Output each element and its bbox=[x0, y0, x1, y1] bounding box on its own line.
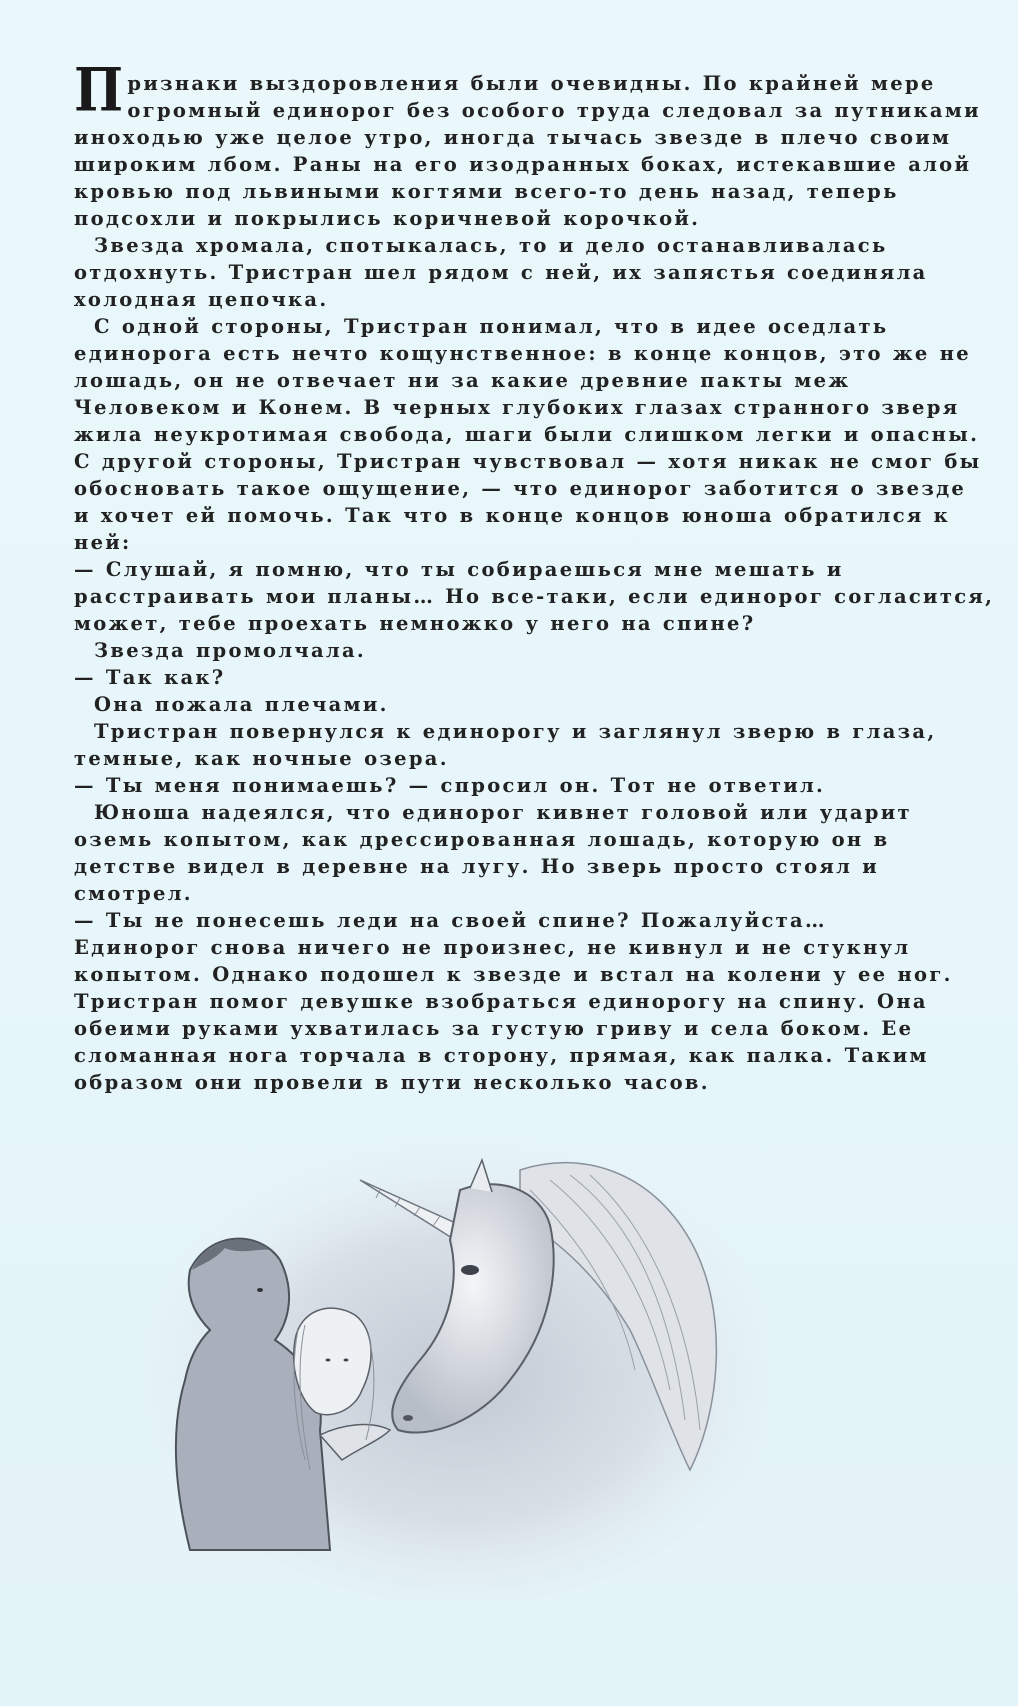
text-line-content: Звезда хромала, спотыкалась, то и дело останавливалась bbox=[94, 234, 888, 257]
text-line bbox=[74, 664, 954, 691]
chapter-text bbox=[74, 55, 995, 1096]
text-line bbox=[74, 799, 954, 826]
text-line bbox=[74, 1042, 954, 1069]
text-line bbox=[74, 313, 954, 340]
text-line bbox=[74, 718, 954, 745]
text-line bbox=[74, 475, 967, 502]
text-line bbox=[74, 961, 954, 988]
text-line-content: может, тебе проехать немножко у него на спине? bbox=[74, 612, 756, 635]
text-line-content: образом они провели в пути несколько часов. bbox=[74, 1071, 710, 1094]
text-line bbox=[74, 745, 954, 772]
text-line-content: Звезда промолчала. bbox=[94, 639, 366, 662]
text-line-content: детстве видел в деревне на лугу. Но зверь просто стоял и bbox=[74, 855, 879, 878]
text-line-content: отдохнуть. Тристран шел рядом с ней, их запястья соединяла bbox=[74, 261, 928, 284]
text-line bbox=[74, 502, 954, 529]
text-line-content: расстраивать мои планы… Но все-таки, если единорог согласится, bbox=[74, 585, 995, 608]
text-line-content: Тристран повернулся к единорогу и заглянул зверю в глаза, bbox=[94, 720, 937, 743]
page-content bbox=[74, 55, 995, 1096]
text-line-content: темные, как ночные озера. bbox=[74, 747, 449, 770]
text-line bbox=[74, 583, 995, 610]
text-line bbox=[74, 421, 980, 448]
text-line-content: Тристран помог девушке взобраться единорогу на спину. Она bbox=[74, 990, 928, 1013]
text-line-content: обеими руками ухватилась за густую гриву и села боком. Ее bbox=[74, 1017, 914, 1040]
text-line-content: и хочет ей помочь. Так что в конце концов юноша обратился к bbox=[74, 504, 951, 527]
text-line bbox=[74, 853, 954, 880]
text-line-content: Она пожала плечами. bbox=[94, 693, 389, 716]
text-line-content: единорога есть нечто кощунственное: в конце концов, это же не bbox=[74, 342, 971, 365]
text-line bbox=[74, 448, 982, 475]
text-line bbox=[74, 151, 972, 178]
text-line-content: копытом. Однако подошел к звезде и встал на колени у ее ног. bbox=[74, 963, 953, 986]
text-line-content: лошадь, он не отвечает ни за какие древние пакты меж bbox=[74, 369, 851, 392]
text-line-content: ней: bbox=[74, 531, 132, 554]
text-line-content: смотрел. bbox=[74, 882, 193, 905]
text-line bbox=[74, 1069, 954, 1096]
text-line bbox=[74, 124, 954, 151]
text-line-content: — Так как? bbox=[74, 666, 226, 689]
text-line-content: С одной стороны, Тристран понимал, что в идее оседлать bbox=[94, 315, 889, 338]
text-line bbox=[74, 259, 954, 286]
text-line bbox=[74, 286, 954, 313]
text-line-content: широким лбом. Раны на его изодранных боках, истекавшие алой bbox=[74, 153, 972, 176]
text-line-content: ризнаки выздоровления были очевидны. По крайней мере bbox=[127, 72, 936, 95]
text-line-content: холодная цепочка. bbox=[74, 288, 329, 311]
text-line-content: кровью под львиными когтями всего-то день назад, теперь bbox=[74, 180, 899, 203]
text-line bbox=[74, 907, 954, 934]
text-line-content: — Ты меня понимаешь? — спросил он. Тот не ответил. bbox=[74, 774, 826, 797]
text-line bbox=[74, 394, 960, 421]
text-line bbox=[74, 637, 954, 664]
text-line bbox=[74, 367, 954, 394]
text-line bbox=[74, 232, 954, 259]
text-line-content: обосновать такое ощущение, — что единорог заботится о звезде bbox=[74, 477, 967, 500]
text-line-content: подсохли и покрылись коричневой корочкой. bbox=[74, 207, 701, 230]
text-line bbox=[74, 340, 971, 367]
text-line bbox=[74, 988, 954, 1015]
text-line bbox=[74, 556, 954, 583]
text-line bbox=[74, 97, 981, 124]
text-line-content: — Слушай, я помню, что ты собираешься мне мешать и bbox=[74, 558, 844, 581]
text-line-content: Человеком и Конем. В черных глубоких глазах странного зверя bbox=[74, 396, 960, 419]
text-line-content: иноходью уже целое утро, иногда тычась звезде в плечо своим bbox=[74, 126, 952, 149]
text-line-content: Единорог снова ничего не произнес, не кивнул и не стукнул bbox=[74, 936, 911, 959]
text-line bbox=[74, 691, 954, 718]
text-line bbox=[74, 934, 954, 961]
text-line bbox=[74, 826, 954, 853]
text-line-content: жила неукротимая свобода, шаги были слишком легки и опасны. bbox=[74, 423, 980, 446]
text-line-content: С другой стороны, Тристран чувствовал — хотя никак не смог бы bbox=[74, 450, 982, 473]
text-line-content: Юноша надеялся, что единорог кивнет головой или ударит bbox=[94, 801, 912, 824]
text-line bbox=[74, 772, 954, 799]
text-line bbox=[74, 1015, 954, 1042]
text-line bbox=[74, 529, 954, 556]
text-line bbox=[74, 205, 954, 232]
unicorn-illustration bbox=[130, 1130, 770, 1600]
text-line-content: оземь копытом, как дрессированная лошадь, которую он в bbox=[74, 828, 890, 851]
drop-cap: П bbox=[74, 55, 126, 126]
text-line-content: сломанная нога торчала в сторону, прямая, как палка. Таким bbox=[74, 1044, 929, 1067]
text-line bbox=[74, 880, 954, 907]
text-line bbox=[74, 610, 954, 637]
text-line bbox=[74, 178, 954, 205]
text-line-content: огромный единорог без особого труда следовал за путниками bbox=[127, 99, 981, 122]
text-line-content: — Ты не понесешь леди на своей спине? Пожалуйста… bbox=[74, 909, 827, 932]
